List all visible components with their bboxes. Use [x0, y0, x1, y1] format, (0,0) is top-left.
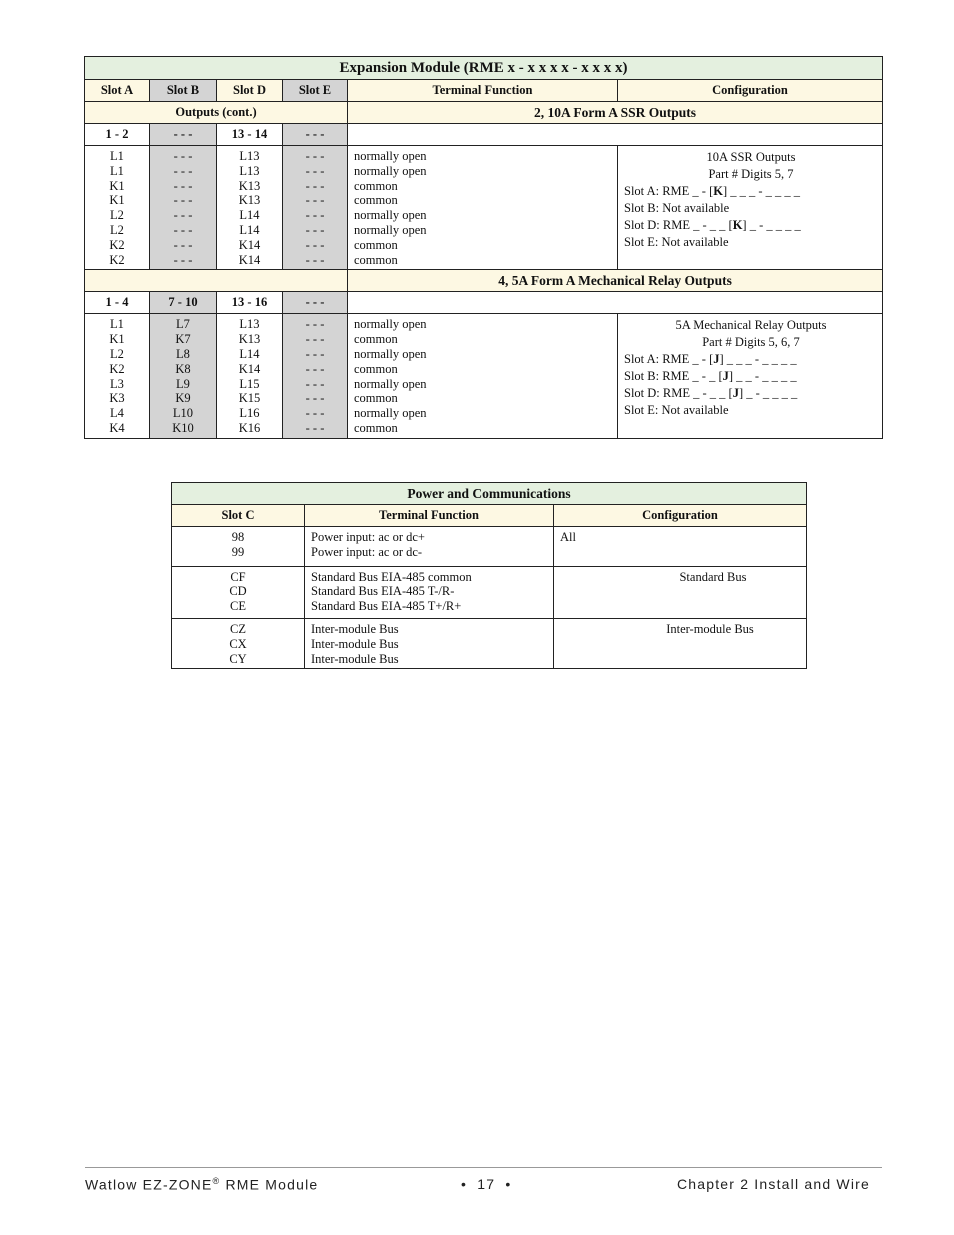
config-slot-d	[624, 217, 878, 234]
relay-terminal-functions	[348, 314, 618, 438]
function-text: normally open	[354, 406, 427, 421]
config-text: Slot A: RME _ - [	[624, 352, 714, 367]
config-heading: 5A Mechanical Relay Outputs	[675, 318, 827, 333]
config-key: J	[732, 386, 739, 401]
config-text: Inter-module Bus	[666, 621, 754, 636]
terminal: L1	[110, 163, 124, 178]
terminal: - - -	[173, 178, 193, 193]
relay-slot-e-terminals	[283, 314, 348, 438]
function-text: normally open	[354, 208, 427, 223]
terminal: - - -	[173, 149, 193, 163]
header-slot-c: Slot C	[172, 505, 305, 527]
inter-module-functions	[305, 618, 554, 668]
terminal: L14	[239, 208, 260, 223]
terminal: K7	[175, 332, 191, 347]
terminal: K8	[175, 361, 191, 376]
function-text: common	[354, 178, 398, 193]
config-text: ] _ - _ _ _ _	[742, 218, 801, 232]
function-text: normally open	[354, 222, 427, 237]
terminal: L1	[110, 149, 124, 163]
relay-slot-b-terminals	[150, 314, 217, 438]
function-text: normally open	[354, 376, 427, 391]
terminal: - - -	[305, 332, 325, 347]
terminal: - - -	[173, 252, 193, 267]
function-text: common	[354, 252, 398, 267]
ssr-range-blank	[348, 124, 883, 146]
function-text: Standard Bus EIA-485 T+/R+	[311, 599, 462, 614]
relay-range-blank	[348, 292, 883, 314]
function-text: common	[354, 420, 398, 435]
terminal: K14	[238, 252, 261, 267]
terminal: CY	[229, 651, 247, 666]
terminal: L8	[176, 346, 190, 361]
ssr-slot-b-terminals	[150, 146, 217, 270]
power-terminals	[172, 527, 305, 567]
terminal: L16	[239, 406, 260, 421]
terminal: L13	[239, 317, 260, 332]
config-key: K	[713, 184, 723, 198]
header-terminal-function: Terminal Function	[348, 80, 618, 102]
terminal: - - -	[305, 317, 325, 332]
ssr-slot-a-terminals	[85, 146, 150, 270]
relay-range-slot-e: - - -	[283, 292, 348, 314]
expansion-module-title: Expansion Module (RME x - x x x x - x x x x)	[85, 57, 883, 80]
footer-product-name	[85, 1176, 318, 1193]
function-text: Power input: ac or dc-	[311, 544, 423, 559]
terminal: L9	[176, 376, 190, 391]
terminal: - - -	[305, 163, 325, 178]
config-slot-e: Slot E: Not available	[624, 235, 729, 249]
function-text: Inter-module Bus	[311, 621, 399, 636]
ssr-configuration	[618, 146, 883, 270]
config-text: Slot B: RME _ - _ [	[624, 369, 723, 384]
terminal: - - -	[305, 252, 325, 267]
terminal: L13	[239, 149, 260, 163]
header-configuration: Configuration	[618, 80, 883, 102]
config-slot-b	[624, 368, 878, 385]
header-slot-b: Slot B	[150, 80, 217, 102]
outputs-cont-label: Outputs (cont.)	[85, 102, 348, 124]
relay-section-title: 4, 5A Form A Mechanical Relay Outputs	[348, 270, 883, 292]
terminal: 99	[231, 544, 245, 559]
config-heading: 10A SSR Outputs	[706, 150, 796, 164]
terminal: - - -	[305, 193, 325, 208]
config-slot-b: Slot B: Not available	[624, 201, 730, 215]
function-text: common	[354, 193, 398, 208]
terminal: K2	[109, 361, 125, 376]
terminal: - - -	[305, 149, 325, 163]
relay-range-slot-a: 1 - 4	[85, 292, 150, 314]
standard-bus-functions	[305, 566, 554, 618]
config-slot-a	[624, 183, 878, 200]
terminal: - - -	[305, 406, 325, 421]
relay-slot-d-terminals	[217, 314, 283, 438]
power-functions	[305, 527, 554, 567]
terminal: K9	[175, 391, 191, 406]
terminal: - - -	[173, 163, 193, 178]
relay-slot-a-terminals	[85, 314, 150, 438]
footer-module: RME Module	[220, 1176, 319, 1193]
terminal: - - -	[173, 222, 193, 237]
header-slot-e: Slot E	[283, 80, 348, 102]
terminal: K3	[109, 391, 125, 406]
ssr-terminal-functions	[348, 146, 618, 270]
terminal: - - -	[305, 178, 325, 193]
ssr-range-slot-e: - - -	[283, 124, 348, 146]
footer-divider	[85, 1167, 882, 1168]
terminal: L14	[239, 346, 260, 361]
header-slot-d: Slot D	[217, 80, 283, 102]
terminal: K2	[109, 237, 125, 252]
ssr-range-slot-b: - - -	[150, 124, 217, 146]
function-text: common	[354, 391, 398, 406]
config-slot-a	[624, 351, 878, 368]
terminal: K13	[238, 332, 261, 347]
config-text: ] _ _ _ - _ _ _ _	[722, 184, 801, 198]
function-text: Inter-module Bus	[311, 651, 399, 666]
terminal: CX	[229, 636, 247, 651]
terminal: - - -	[305, 237, 325, 252]
terminal: CF	[230, 569, 246, 584]
power-communications-title: Power and Communications	[172, 483, 807, 505]
terminal: K13	[238, 193, 261, 208]
standard-bus-configuration	[554, 566, 807, 618]
terminal: CE	[230, 599, 246, 614]
function-text: common	[354, 237, 398, 252]
terminal: K1	[109, 332, 125, 347]
terminal: K15	[238, 391, 261, 406]
config-text: ] _ - _ _ _ _	[738, 386, 798, 401]
terminal: L10	[172, 406, 194, 421]
terminal: K1	[109, 178, 125, 193]
power-communications-table	[171, 482, 807, 669]
relay-section-spacer	[85, 270, 348, 292]
terminal: K10	[172, 420, 194, 435]
terminal: - - -	[305, 361, 325, 376]
power-configuration	[554, 527, 807, 567]
function-text: normally open	[354, 149, 427, 163]
terminal: L3	[110, 376, 124, 391]
terminal: CD	[229, 584, 247, 599]
config-key: J	[722, 369, 729, 384]
relay-range-slot-b: 7 - 10	[150, 292, 217, 314]
terminal: K16	[238, 420, 261, 435]
terminal: L15	[239, 376, 260, 391]
inter-module-terminals	[172, 618, 305, 668]
header-slot-a: Slot A	[85, 80, 150, 102]
relay-configuration	[618, 314, 883, 438]
terminal: K1	[109, 193, 125, 208]
registered-mark: ®	[212, 1176, 221, 1186]
header-terminal-function: Terminal Function	[305, 505, 554, 527]
terminal: L13	[239, 163, 260, 178]
config-text: Slot A: RME _ - [	[624, 184, 714, 198]
ssr-slot-d-terminals	[217, 146, 283, 270]
footer-brand: Watlow EZ-ZONE	[85, 1176, 213, 1193]
terminal: K4	[109, 420, 125, 435]
terminal: - - -	[305, 420, 325, 435]
terminal: - - -	[305, 208, 325, 223]
terminal: K14	[238, 361, 261, 376]
config-key: K	[732, 218, 743, 232]
terminal: K2	[109, 252, 125, 267]
config-text: Standard Bus	[679, 569, 747, 584]
config-text: Slot D: RME _ - _ _ [	[624, 218, 733, 232]
function-text: Standard Bus EIA-485 common	[311, 569, 472, 584]
config-slot-d	[624, 385, 878, 402]
config-text: All	[560, 530, 576, 544]
terminal: - - -	[305, 376, 325, 391]
config-text: ] _ _ - _ _ _ _	[728, 369, 797, 384]
ssr-slot-e-terminals	[283, 146, 348, 270]
ssr-range-slot-d: 13 - 14	[217, 124, 283, 146]
function-text: common	[354, 361, 398, 376]
function-text: Inter-module Bus	[311, 636, 399, 651]
relay-range-slot-d: 13 - 16	[217, 292, 283, 314]
config-text: ] _ _ _ - _ _ _ _	[719, 352, 797, 367]
inter-module-configuration	[554, 618, 807, 668]
terminal: - - -	[173, 193, 193, 208]
terminal: L1	[110, 317, 124, 332]
config-digits: Part # Digits 5, 7	[708, 167, 794, 181]
expansion-module-table	[84, 56, 883, 439]
terminal: K14	[238, 237, 261, 252]
terminal: - - -	[305, 391, 325, 406]
terminal: - - -	[305, 346, 325, 361]
function-text: common	[354, 332, 398, 347]
config-text: Slot D: RME _ - _ _ [	[624, 386, 733, 401]
terminal: L7	[176, 317, 190, 332]
terminal: L2	[110, 208, 124, 223]
terminal: L14	[239, 222, 260, 237]
terminal: CZ	[230, 621, 246, 636]
terminal: L4	[110, 406, 124, 421]
footer-page-number: • 17 •	[461, 1176, 512, 1192]
function-text: Standard Bus EIA-485 T-/R-	[311, 584, 455, 599]
function-text: normally open	[354, 317, 427, 332]
terminal: 98	[231, 530, 245, 544]
terminal: - - -	[305, 222, 325, 237]
footer-chapter: Chapter 2 Install and Wire	[676, 1176, 870, 1192]
ssr-range-slot-a: 1 - 2	[85, 124, 150, 146]
terminal: K13	[238, 178, 261, 193]
terminal: L2	[110, 346, 124, 361]
terminal: - - -	[173, 208, 193, 223]
header-configuration: Configuration	[554, 505, 807, 527]
standard-bus-terminals	[172, 566, 305, 618]
function-text: normally open	[354, 346, 427, 361]
terminal: L2	[110, 222, 124, 237]
config-key: J	[713, 352, 720, 367]
function-text: normally open	[354, 163, 427, 178]
terminal: - - -	[173, 237, 193, 252]
config-slot-e: Slot E: Not available	[624, 403, 729, 418]
config-digits: Part # Digits 5, 6, 7	[702, 335, 800, 350]
function-text: Power input: ac or dc+	[311, 530, 425, 544]
ssr-section-title: 2, 10A Form A SSR Outputs	[348, 102, 883, 124]
